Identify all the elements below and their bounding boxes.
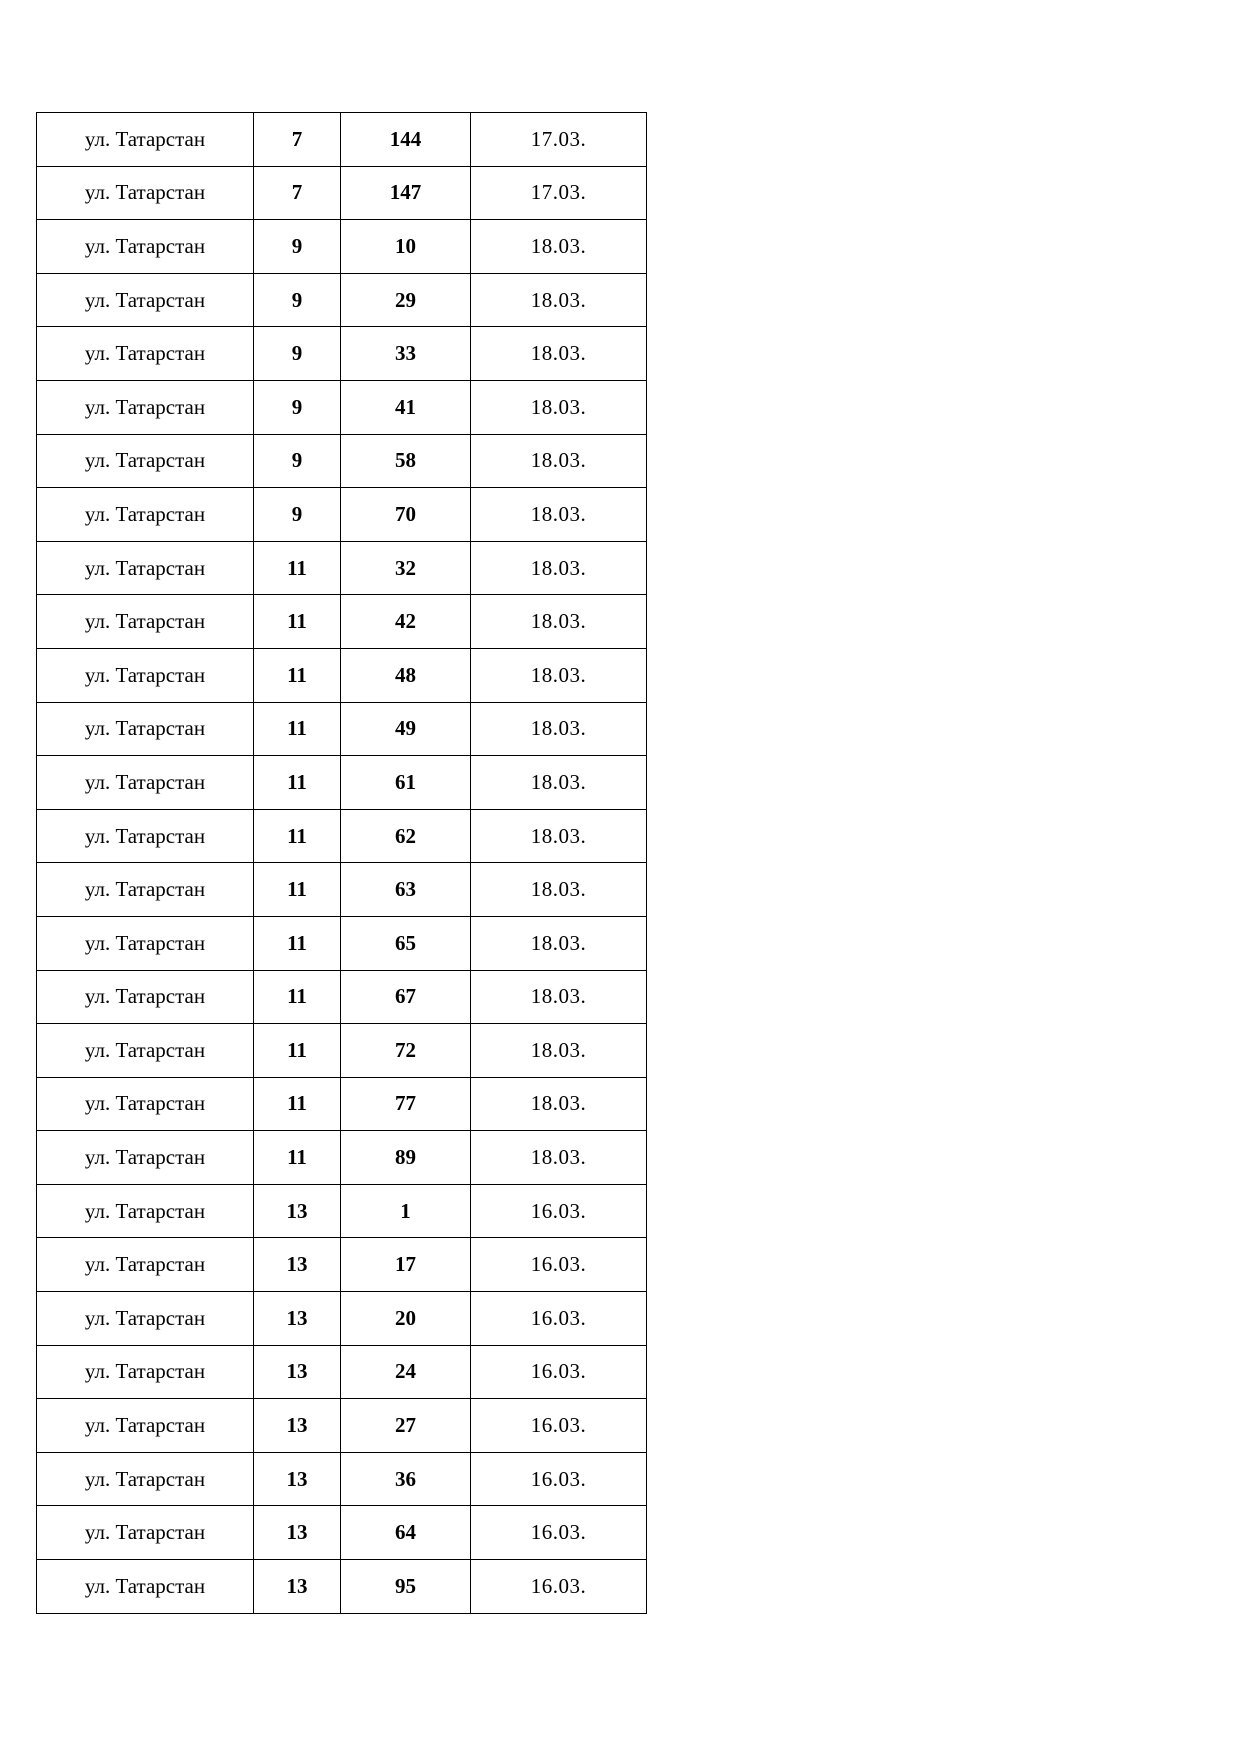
street-cell: ул. Татарстан (37, 488, 254, 542)
date-cell: 17.03. (471, 113, 647, 167)
house-number-cell: 9 (254, 434, 341, 488)
date-cell: 18.03. (471, 916, 647, 970)
table-row (37, 648, 647, 702)
street-cell: ул. Татарстан (37, 273, 254, 327)
street-cell: ул. Татарстан (37, 970, 254, 1024)
table-row (37, 113, 647, 167)
street-cell: ул. Татарстан (37, 113, 254, 167)
table-row (37, 220, 647, 274)
house-number-cell: 9 (254, 380, 341, 434)
house-number-cell: 11 (254, 595, 341, 649)
apartment-number-cell: 58 (341, 434, 471, 488)
date-cell: 16.03. (471, 1452, 647, 1506)
table-body (37, 113, 647, 1614)
house-number-cell: 9 (254, 273, 341, 327)
street-cell: ул. Татарстан (37, 1506, 254, 1560)
table-row (37, 488, 647, 542)
table-row (37, 434, 647, 488)
house-number-cell: 9 (254, 220, 341, 274)
date-cell: 16.03. (471, 1560, 647, 1614)
date-cell: 18.03. (471, 648, 647, 702)
street-cell: ул. Татарстан (37, 541, 254, 595)
street-cell: ул. Татарстан (37, 1024, 254, 1078)
table-row (37, 863, 647, 917)
apartment-number-cell: 147 (341, 166, 471, 220)
apartment-number-cell: 95 (341, 1560, 471, 1614)
street-cell: ул. Татарстан (37, 434, 254, 488)
table-row (37, 970, 647, 1024)
street-cell: ул. Татарстан (37, 1131, 254, 1185)
apartment-number-cell: 77 (341, 1077, 471, 1131)
house-number-cell: 11 (254, 756, 341, 810)
apartment-number-cell: 10 (341, 220, 471, 274)
address-schedule-table (36, 112, 647, 1614)
date-cell: 18.03. (471, 1131, 647, 1185)
table-row (37, 702, 647, 756)
street-cell: ул. Татарстан (37, 648, 254, 702)
date-cell: 16.03. (471, 1399, 647, 1453)
table-row (37, 1399, 647, 1453)
street-cell: ул. Татарстан (37, 1452, 254, 1506)
apartment-number-cell: 61 (341, 756, 471, 810)
street-cell: ул. Татарстан (37, 327, 254, 381)
street-cell: ул. Татарстан (37, 220, 254, 274)
house-number-cell: 13 (254, 1560, 341, 1614)
house-number-cell: 11 (254, 1077, 341, 1131)
apartment-number-cell: 65 (341, 916, 471, 970)
house-number-cell: 9 (254, 327, 341, 381)
table-row (37, 1452, 647, 1506)
apartment-number-cell: 1 (341, 1184, 471, 1238)
house-number-cell: 11 (254, 1024, 341, 1078)
date-cell: 16.03. (471, 1345, 647, 1399)
street-cell: ул. Татарстан (37, 756, 254, 810)
house-number-cell: 7 (254, 166, 341, 220)
house-number-cell: 11 (254, 863, 341, 917)
table-row (37, 1345, 647, 1399)
street-cell: ул. Татарстан (37, 702, 254, 756)
street-cell: ул. Татарстан (37, 863, 254, 917)
street-cell: ул. Татарстан (37, 1399, 254, 1453)
apartment-number-cell: 144 (341, 113, 471, 167)
house-number-cell: 13 (254, 1506, 341, 1560)
date-cell: 17.03. (471, 166, 647, 220)
street-cell: ул. Татарстан (37, 1238, 254, 1292)
apartment-number-cell: 72 (341, 1024, 471, 1078)
apartment-number-cell: 49 (341, 702, 471, 756)
table-row (37, 1292, 647, 1346)
date-cell: 18.03. (471, 702, 647, 756)
date-cell: 18.03. (471, 809, 647, 863)
apartment-number-cell: 64 (341, 1506, 471, 1560)
date-cell: 18.03. (471, 273, 647, 327)
street-cell: ул. Татарстан (37, 380, 254, 434)
street-cell: ул. Татарстан (37, 166, 254, 220)
house-number-cell: 7 (254, 113, 341, 167)
apartment-number-cell: 70 (341, 488, 471, 542)
house-number-cell: 11 (254, 1131, 341, 1185)
apartment-number-cell: 62 (341, 809, 471, 863)
house-number-cell: 11 (254, 702, 341, 756)
house-number-cell: 11 (254, 541, 341, 595)
apartment-number-cell: 17 (341, 1238, 471, 1292)
table-row (37, 166, 647, 220)
apartment-number-cell: 63 (341, 863, 471, 917)
table-row (37, 1077, 647, 1131)
date-cell: 18.03. (471, 970, 647, 1024)
table-row (37, 756, 647, 810)
street-cell: ул. Татарстан (37, 916, 254, 970)
street-cell: ул. Татарстан (37, 1077, 254, 1131)
apartment-number-cell: 20 (341, 1292, 471, 1346)
date-cell: 16.03. (471, 1238, 647, 1292)
house-number-cell: 13 (254, 1345, 341, 1399)
table-row (37, 916, 647, 970)
apartment-number-cell: 29 (341, 273, 471, 327)
date-cell: 18.03. (471, 1077, 647, 1131)
apartment-number-cell: 89 (341, 1131, 471, 1185)
house-number-cell: 13 (254, 1184, 341, 1238)
date-cell: 18.03. (471, 488, 647, 542)
house-number-cell: 13 (254, 1292, 341, 1346)
house-number-cell: 11 (254, 916, 341, 970)
street-cell: ул. Татарстан (37, 1292, 254, 1346)
table-row (37, 1131, 647, 1185)
apartment-number-cell: 32 (341, 541, 471, 595)
apartment-number-cell: 33 (341, 327, 471, 381)
table-row (37, 1184, 647, 1238)
date-cell: 16.03. (471, 1184, 647, 1238)
table-row (37, 1506, 647, 1560)
date-cell: 16.03. (471, 1292, 647, 1346)
table-row (37, 380, 647, 434)
house-number-cell: 11 (254, 970, 341, 1024)
apartment-number-cell: 41 (341, 380, 471, 434)
date-cell: 18.03. (471, 327, 647, 381)
house-number-cell: 13 (254, 1399, 341, 1453)
house-number-cell: 11 (254, 809, 341, 863)
house-number-cell: 11 (254, 648, 341, 702)
date-cell: 16.03. (471, 1506, 647, 1560)
apartment-number-cell: 36 (341, 1452, 471, 1506)
date-cell: 18.03. (471, 756, 647, 810)
apartment-number-cell: 67 (341, 970, 471, 1024)
apartment-number-cell: 42 (341, 595, 471, 649)
date-cell: 18.03. (471, 380, 647, 434)
apartment-number-cell: 24 (341, 1345, 471, 1399)
table-row (37, 273, 647, 327)
street-cell: ул. Татарстан (37, 1345, 254, 1399)
table-row (37, 809, 647, 863)
date-cell: 18.03. (471, 863, 647, 917)
street-cell: ул. Татарстан (37, 595, 254, 649)
date-cell: 18.03. (471, 541, 647, 595)
date-cell: 18.03. (471, 1024, 647, 1078)
house-number-cell: 13 (254, 1238, 341, 1292)
date-cell: 18.03. (471, 595, 647, 649)
date-cell: 18.03. (471, 434, 647, 488)
apartment-number-cell: 48 (341, 648, 471, 702)
table-row (37, 1024, 647, 1078)
date-cell: 18.03. (471, 220, 647, 274)
table-row (37, 541, 647, 595)
street-cell: ул. Татарстан (37, 1560, 254, 1614)
table-row (37, 1560, 647, 1614)
street-cell: ул. Татарстан (37, 1184, 254, 1238)
table-row (37, 1238, 647, 1292)
apartment-number-cell: 27 (341, 1399, 471, 1453)
table-row (37, 595, 647, 649)
house-number-cell: 13 (254, 1452, 341, 1506)
street-cell: ул. Татарстан (37, 809, 254, 863)
house-number-cell: 9 (254, 488, 341, 542)
table-row (37, 327, 647, 381)
